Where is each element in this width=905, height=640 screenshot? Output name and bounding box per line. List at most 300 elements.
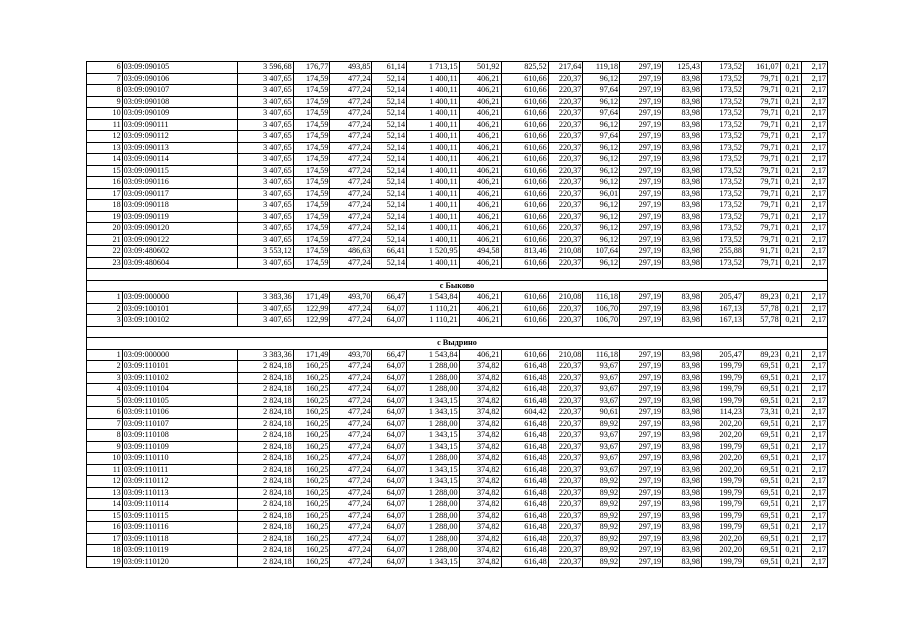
value-cell: 83,98 <box>663 292 702 304</box>
value-cell: 477,24 <box>330 476 372 488</box>
value-cell: 2,17 <box>801 108 827 120</box>
row-number: 12 <box>87 131 123 143</box>
table-row <box>87 303 828 315</box>
value-cell: 69,51 <box>743 510 780 522</box>
value-cell: 52,14 <box>372 96 407 108</box>
value-cell: 2,17 <box>801 499 827 511</box>
value-cell: 220,37 <box>548 177 583 189</box>
value-cell: 0,21 <box>780 395 801 407</box>
value-cell: 477,24 <box>330 315 372 327</box>
section-header-row <box>87 280 828 292</box>
value-cell: 160,25 <box>293 430 330 442</box>
value-cell: 0,21 <box>780 234 801 246</box>
value-cell: 220,37 <box>548 499 583 511</box>
value-cell: 2,17 <box>801 349 827 361</box>
value-cell: 2,17 <box>801 131 827 143</box>
value-cell: 83,98 <box>663 545 702 557</box>
value-cell: 173,52 <box>701 131 743 143</box>
value-cell: 297,19 <box>620 384 663 396</box>
value-cell: 220,37 <box>548 315 583 327</box>
value-cell: 83,98 <box>663 453 702 465</box>
value-cell: 0,21 <box>780 62 801 74</box>
value-cell: 1 343,15 <box>407 464 459 476</box>
cadastral-code: 03:09:110115 <box>122 510 237 522</box>
value-cell: 486,63 <box>330 246 372 258</box>
value-cell: 0,21 <box>780 119 801 131</box>
value-cell: 0,21 <box>780 257 801 269</box>
value-cell: 83,98 <box>663 154 702 166</box>
value-cell: 374,82 <box>459 395 501 407</box>
value-cell: 64,07 <box>372 315 407 327</box>
row-number: 17 <box>87 188 123 200</box>
table-row <box>87 487 828 499</box>
value-cell: 610,66 <box>501 315 548 327</box>
value-cell: 3 407,65 <box>238 142 294 154</box>
value-cell: 477,24 <box>330 407 372 419</box>
value-cell: 174,59 <box>293 165 330 177</box>
value-cell: 374,82 <box>459 441 501 453</box>
value-cell: 202,20 <box>701 533 743 545</box>
tariff-table-sheet <box>86 61 828 568</box>
value-cell: 297,19 <box>620 395 663 407</box>
value-cell: 2,17 <box>801 556 827 568</box>
value-cell: 477,24 <box>330 441 372 453</box>
cadastral-code: 03:09:110106 <box>122 407 237 419</box>
value-cell: 297,19 <box>620 62 663 74</box>
table-row <box>87 418 828 430</box>
value-cell: 616,48 <box>501 510 548 522</box>
value-cell: 83,98 <box>663 165 702 177</box>
value-cell: 83,98 <box>663 131 702 143</box>
table-row <box>87 211 828 223</box>
cadastral-code: 03:09:090107 <box>122 85 237 97</box>
value-cell: 2 824,18 <box>238 487 294 499</box>
value-cell: 93,67 <box>583 453 620 465</box>
value-cell: 616,48 <box>501 545 548 557</box>
value-cell: 1 400,11 <box>407 177 459 189</box>
value-cell: 297,19 <box>620 223 663 235</box>
cadastral-code: 03:09:110119 <box>122 545 237 557</box>
row-number: 15 <box>87 510 123 522</box>
section-title: с Выдрино <box>87 338 828 350</box>
value-cell: 2,17 <box>801 545 827 557</box>
value-cell: 69,51 <box>743 556 780 568</box>
value-cell: 2,17 <box>801 453 827 465</box>
value-cell: 616,48 <box>501 487 548 499</box>
value-cell: 64,07 <box>372 430 407 442</box>
value-cell: 174,59 <box>293 234 330 246</box>
value-cell: 2 824,18 <box>238 418 294 430</box>
cadastral-code: 03:09:090120 <box>122 223 237 235</box>
value-cell: 220,37 <box>548 418 583 430</box>
value-cell: 0,21 <box>780 441 801 453</box>
value-cell: 1 343,15 <box>407 441 459 453</box>
value-cell: 297,19 <box>620 476 663 488</box>
value-cell: 89,92 <box>583 418 620 430</box>
table-row <box>87 165 828 177</box>
value-cell: 1 288,00 <box>407 384 459 396</box>
value-cell: 2,17 <box>801 292 827 304</box>
cadastral-code: 03:09:000000 <box>122 292 237 304</box>
table-body <box>87 62 828 568</box>
row-number: 22 <box>87 246 123 258</box>
value-cell: 173,52 <box>701 85 743 97</box>
value-cell: 83,98 <box>663 395 702 407</box>
cadastral-code: 03:09:110120 <box>122 556 237 568</box>
table-row <box>87 349 828 361</box>
value-cell: 96,12 <box>583 154 620 166</box>
value-cell: 79,71 <box>743 211 780 223</box>
value-cell: 96,12 <box>583 223 620 235</box>
value-cell: 93,67 <box>583 384 620 396</box>
value-cell: 297,19 <box>620 246 663 258</box>
value-cell: 477,24 <box>330 372 372 384</box>
value-cell: 406,21 <box>459 177 501 189</box>
value-cell: 406,21 <box>459 234 501 246</box>
value-cell: 220,37 <box>548 556 583 568</box>
value-cell: 1 288,00 <box>407 487 459 499</box>
row-number: 23 <box>87 257 123 269</box>
value-cell: 477,24 <box>330 131 372 143</box>
value-cell: 1 400,11 <box>407 142 459 154</box>
value-cell: 374,82 <box>459 372 501 384</box>
value-cell: 3 596,68 <box>238 62 294 74</box>
value-cell: 1 400,11 <box>407 211 459 223</box>
value-cell: 173,52 <box>701 108 743 120</box>
value-cell: 2,17 <box>801 418 827 430</box>
value-cell: 160,25 <box>293 407 330 419</box>
blank-row <box>87 326 828 338</box>
value-cell: 69,51 <box>743 453 780 465</box>
value-cell: 173,52 <box>701 188 743 200</box>
value-cell: 69,51 <box>743 384 780 396</box>
value-cell: 0,21 <box>780 476 801 488</box>
value-cell: 83,98 <box>663 464 702 476</box>
value-cell: 0,21 <box>780 361 801 373</box>
value-cell: 64,07 <box>372 522 407 534</box>
table-row <box>87 522 828 534</box>
value-cell: 2,17 <box>801 533 827 545</box>
cadastral-code: 03:09:090109 <box>122 108 237 120</box>
value-cell: 297,19 <box>620 522 663 534</box>
value-cell: 52,14 <box>372 73 407 85</box>
value-cell: 2,17 <box>801 177 827 189</box>
value-cell: 64,07 <box>372 556 407 568</box>
value-cell: 79,71 <box>743 165 780 177</box>
table-row <box>87 430 828 442</box>
value-cell: 477,24 <box>330 487 372 499</box>
value-cell: 220,37 <box>548 142 583 154</box>
cadastral-code: 03:09:110116 <box>122 522 237 534</box>
value-cell: 199,79 <box>701 372 743 384</box>
value-cell: 91,71 <box>743 246 780 258</box>
value-cell: 52,14 <box>372 108 407 120</box>
value-cell: 93,67 <box>583 441 620 453</box>
value-cell: 3 407,65 <box>238 177 294 189</box>
cadastral-code: 03:09:090114 <box>122 154 237 166</box>
value-cell: 83,98 <box>663 315 702 327</box>
value-cell: 83,98 <box>663 441 702 453</box>
value-cell: 174,59 <box>293 211 330 223</box>
value-cell: 160,25 <box>293 487 330 499</box>
value-cell: 2,17 <box>801 257 827 269</box>
value-cell: 3 407,65 <box>238 234 294 246</box>
table-row <box>87 315 828 327</box>
value-cell: 79,71 <box>743 73 780 85</box>
value-cell: 199,79 <box>701 476 743 488</box>
value-cell: 173,52 <box>701 257 743 269</box>
value-cell: 52,14 <box>372 200 407 212</box>
value-cell: 174,59 <box>293 142 330 154</box>
value-cell: 83,98 <box>663 188 702 200</box>
section-title: с Быково <box>87 280 828 292</box>
value-cell: 160,25 <box>293 361 330 373</box>
value-cell: 220,37 <box>548 407 583 419</box>
value-cell: 0,21 <box>780 303 801 315</box>
value-cell: 160,25 <box>293 556 330 568</box>
value-cell: 2,17 <box>801 73 827 85</box>
value-cell: 0,21 <box>780 315 801 327</box>
value-cell: 297,19 <box>620 119 663 131</box>
value-cell: 167,13 <box>701 303 743 315</box>
value-cell: 2,17 <box>801 441 827 453</box>
value-cell: 220,37 <box>548 211 583 223</box>
value-cell: 3 407,65 <box>238 303 294 315</box>
table-row <box>87 142 828 154</box>
value-cell: 0,21 <box>780 545 801 557</box>
value-cell: 610,66 <box>501 142 548 154</box>
value-cell: 220,37 <box>548 200 583 212</box>
value-cell: 0,21 <box>780 453 801 465</box>
value-cell: 477,24 <box>330 211 372 223</box>
value-cell: 2,17 <box>801 430 827 442</box>
value-cell: 173,52 <box>701 211 743 223</box>
value-cell: 1 288,00 <box>407 372 459 384</box>
table-row <box>87 292 828 304</box>
value-cell: 174,59 <box>293 177 330 189</box>
value-cell: 220,37 <box>548 372 583 384</box>
value-cell: 374,82 <box>459 453 501 465</box>
value-cell: 297,19 <box>620 257 663 269</box>
value-cell: 160,25 <box>293 533 330 545</box>
value-cell: 64,07 <box>372 510 407 522</box>
value-cell: 374,82 <box>459 499 501 511</box>
value-cell: 297,19 <box>620 487 663 499</box>
cadastral-code: 03:09:110108 <box>122 430 237 442</box>
table-row <box>87 545 828 557</box>
value-cell: 174,59 <box>293 246 330 258</box>
value-cell: 3 407,65 <box>238 73 294 85</box>
cadastral-code: 03:09:090113 <box>122 142 237 154</box>
table-row <box>87 62 828 74</box>
value-cell: 174,59 <box>293 200 330 212</box>
value-cell: 0,21 <box>780 384 801 396</box>
value-cell: 2,17 <box>801 96 827 108</box>
value-cell: 297,19 <box>620 234 663 246</box>
cadastral-code: 03:09:110112 <box>122 476 237 488</box>
value-cell: 2 824,18 <box>238 395 294 407</box>
value-cell: 96,12 <box>583 257 620 269</box>
row-number: 21 <box>87 234 123 246</box>
value-cell: 89,23 <box>743 349 780 361</box>
value-cell: 1 400,11 <box>407 96 459 108</box>
value-cell: 604,42 <box>501 407 548 419</box>
value-cell: 64,07 <box>372 533 407 545</box>
value-cell: 2,17 <box>801 361 827 373</box>
value-cell: 210,08 <box>548 349 583 361</box>
value-cell: 2,17 <box>801 246 827 258</box>
value-cell: 0,21 <box>780 522 801 534</box>
value-cell: 1 400,11 <box>407 223 459 235</box>
value-cell: 0,21 <box>780 487 801 499</box>
value-cell: 0,21 <box>780 108 801 120</box>
value-cell: 610,66 <box>501 303 548 315</box>
value-cell: 297,19 <box>620 418 663 430</box>
value-cell: 217,64 <box>548 62 583 74</box>
value-cell: 2 824,18 <box>238 441 294 453</box>
value-cell: 116,18 <box>583 292 620 304</box>
value-cell: 2,17 <box>801 234 827 246</box>
value-cell: 3 407,65 <box>238 131 294 143</box>
value-cell: 477,24 <box>330 430 372 442</box>
value-cell: 199,79 <box>701 522 743 534</box>
value-cell: 477,24 <box>330 545 372 557</box>
value-cell: 477,24 <box>330 533 372 545</box>
value-cell: 0,21 <box>780 154 801 166</box>
cadastral-code: 03:09:110114 <box>122 499 237 511</box>
value-cell: 2,17 <box>801 142 827 154</box>
cadastral-code: 03:09:090115 <box>122 165 237 177</box>
value-cell: 0,21 <box>780 464 801 476</box>
value-cell: 116,18 <box>583 349 620 361</box>
value-cell: 174,59 <box>293 188 330 200</box>
cadastral-code: 03:09:110105 <box>122 395 237 407</box>
value-cell: 297,19 <box>620 96 663 108</box>
value-cell: 174,59 <box>293 223 330 235</box>
value-cell: 2,17 <box>801 407 827 419</box>
row-number: 6 <box>87 407 123 419</box>
value-cell: 199,79 <box>701 441 743 453</box>
table-row <box>87 407 828 419</box>
value-cell: 57,78 <box>743 315 780 327</box>
value-cell: 477,24 <box>330 395 372 407</box>
value-cell: 3 407,65 <box>238 154 294 166</box>
value-cell: 0,21 <box>780 407 801 419</box>
value-cell: 79,71 <box>743 223 780 235</box>
value-cell: 616,48 <box>501 361 548 373</box>
blank-row <box>87 269 828 281</box>
value-cell: 0,21 <box>780 96 801 108</box>
value-cell: 69,51 <box>743 522 780 534</box>
value-cell: 52,14 <box>372 188 407 200</box>
value-cell: 52,14 <box>372 142 407 154</box>
value-cell: 374,82 <box>459 522 501 534</box>
value-cell: 2,17 <box>801 200 827 212</box>
value-cell: 64,07 <box>372 418 407 430</box>
value-cell: 2 824,18 <box>238 556 294 568</box>
row-number: 20 <box>87 223 123 235</box>
value-cell: 202,20 <box>701 545 743 557</box>
value-cell: 83,98 <box>663 522 702 534</box>
value-cell: 119,18 <box>583 62 620 74</box>
value-cell: 202,20 <box>701 430 743 442</box>
row-number: 13 <box>87 487 123 499</box>
value-cell: 160,25 <box>293 545 330 557</box>
value-cell: 374,82 <box>459 476 501 488</box>
value-cell: 83,98 <box>663 96 702 108</box>
value-cell: 83,98 <box>663 430 702 442</box>
row-number: 16 <box>87 177 123 189</box>
value-cell: 493,85 <box>330 62 372 74</box>
value-cell: 616,48 <box>501 556 548 568</box>
tariff-table <box>86 61 828 568</box>
table-row <box>87 200 828 212</box>
value-cell: 2 824,18 <box>238 476 294 488</box>
cadastral-code: 03:09:110111 <box>122 464 237 476</box>
value-cell: 83,98 <box>663 510 702 522</box>
value-cell: 69,51 <box>743 441 780 453</box>
value-cell: 79,71 <box>743 85 780 97</box>
value-cell: 1 288,00 <box>407 453 459 465</box>
value-cell: 220,37 <box>548 533 583 545</box>
row-number: 12 <box>87 476 123 488</box>
value-cell: 297,19 <box>620 533 663 545</box>
value-cell: 406,21 <box>459 257 501 269</box>
value-cell: 1 343,15 <box>407 395 459 407</box>
value-cell: 96,01 <box>583 188 620 200</box>
value-cell: 297,19 <box>620 292 663 304</box>
value-cell: 160,25 <box>293 464 330 476</box>
value-cell: 96,12 <box>583 165 620 177</box>
value-cell: 2,17 <box>801 464 827 476</box>
value-cell: 83,98 <box>663 349 702 361</box>
cadastral-code: 03:09:100101 <box>122 303 237 315</box>
value-cell: 83,98 <box>663 533 702 545</box>
value-cell: 176,77 <box>293 62 330 74</box>
value-cell: 220,37 <box>548 108 583 120</box>
value-cell: 83,98 <box>663 73 702 85</box>
value-cell: 220,37 <box>548 234 583 246</box>
value-cell: 160,25 <box>293 499 330 511</box>
value-cell: 610,66 <box>501 211 548 223</box>
cadastral-code: 03:09:110110 <box>122 453 237 465</box>
table-row <box>87 234 828 246</box>
value-cell: 174,59 <box>293 85 330 97</box>
value-cell: 616,48 <box>501 476 548 488</box>
value-cell: 199,79 <box>701 556 743 568</box>
value-cell: 52,14 <box>372 211 407 223</box>
value-cell: 64,07 <box>372 464 407 476</box>
value-cell: 1 400,11 <box>407 73 459 85</box>
value-cell: 406,21 <box>459 292 501 304</box>
value-cell: 83,98 <box>663 303 702 315</box>
value-cell: 220,37 <box>548 223 583 235</box>
table-row <box>87 453 828 465</box>
value-cell: 406,21 <box>459 131 501 143</box>
value-cell: 69,51 <box>743 418 780 430</box>
value-cell: 374,82 <box>459 533 501 545</box>
value-cell: 69,51 <box>743 487 780 499</box>
value-cell: 220,37 <box>548 395 583 407</box>
value-cell: 79,71 <box>743 200 780 212</box>
value-cell: 2,17 <box>801 62 827 74</box>
value-cell: 0,21 <box>780 177 801 189</box>
value-cell: 52,14 <box>372 85 407 97</box>
table-row <box>87 464 828 476</box>
value-cell: 3 407,65 <box>238 257 294 269</box>
table-row <box>87 154 828 166</box>
value-cell: 1 288,00 <box>407 361 459 373</box>
